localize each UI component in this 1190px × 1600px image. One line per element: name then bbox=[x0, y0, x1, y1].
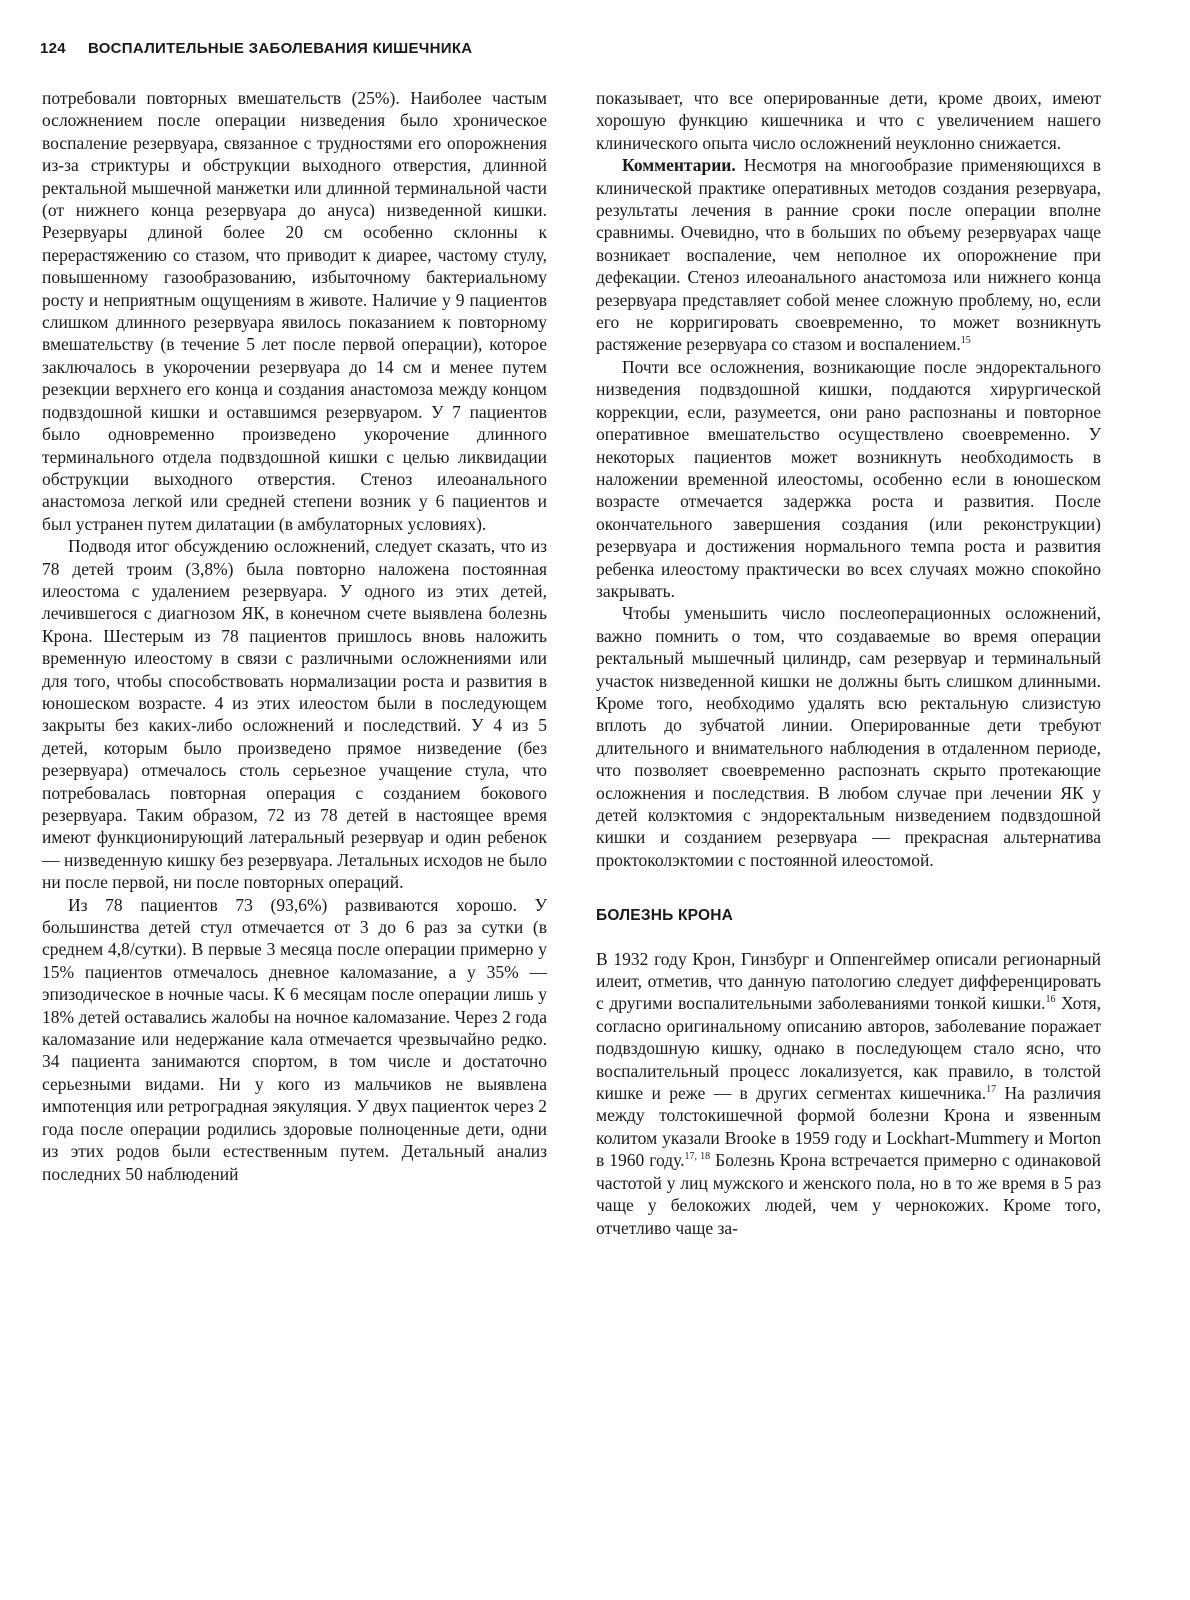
running-head bbox=[40, 40, 1150, 57]
paragraph: показывает, что все оперированные дети, кроме двоих, имеют хорошую функцию кишечника и что с увеличением нашего клинического опыта число осложнений неуклонно снижается. bbox=[596, 88, 1101, 153]
reference-marker: 17, 18 bbox=[684, 1151, 711, 1163]
right-column bbox=[596, 87, 1101, 1239]
paragraph-text: На различия между толстокишечной формой болезни Крона и язвенным колитом указали Brooke в 1959 году и Lockhart-Mummery и Morton в 1960 году. bbox=[596, 1083, 1101, 1171]
paragraph: Подводя итог обсуждению осложнений, следует сказать, что из 78 детей троим (3,8%) была повторно наложена постоянная илеостома с удалением резервуара. У одного из этих детей, лечившегося с диагнозом ЯК, в конечном счете выявлена болезнь Крона. Шестерым из 78 пациентов пришлось вновь наложить временную илеостому в связи с различными осложнениями или для того, чтобы способствовать нормализации роста и развития в юношеском возрасте. 4 из этих илеостом были в последующем закрыты без каких-либо осложнений и последствий. У 4 из 5 детей, которым было произведено прямое низведение (без резервуара) отмечалось столь серьезное учащение стула, что потребовалась повторная операция с созданием бокового резервуара. Таким образом, 72 из 78 детей в настоящее время имеют функционирующий латеральный резервуар и один ребенок — низведенную кишку без резервуара. Летальных исходов не было ни после первой, ни после повторных операций. bbox=[42, 536, 547, 893]
paragraph-text: В 1932 году Крон, Гинзбург и Оппенгеймер описали регионарный илеит, отметив, что данную патологию следует дифференцировать с другими воспалительными заболеваниями тонкой кишки. bbox=[596, 948, 1101, 1014]
paragraph: потребовали повторных вмешательств (25%). Наиболее частым осложнением после операции низведения было хроническое воспаление резервуара, связанное с трудностями его опорожнения из-за стриктуры и обструкции выходного отверстия, длинной ректальной мышечной манжетки или длинной терминальной части (от нижнего конца резервуара до ануса) низведенной кишки. Резервуары длиной более 20 см особенно склонны к перерастяжению со стазом, что приводит к диарее, частому стулу, повышенному газообразованию, избыточному бактериальному росту и неприятным ощущениям в животе. Наличие у 9 пациентов слишком длинного резервуара явилось показанием к повторному вмешательству (в течение 5 лет после первой операции), которое заключалось в укорочении резервуара до 14 см и менее путем резекции верхнего его конца и создания анастомоза между концом подвздошной кишки и оставшимся резервуаром. У 7 пациентов было одновременно произведено укорочение длинного терминального отдела подвздошной кишки с целью ликвидации обструкции выходного отверстия. Стеноз илеоанального анастомоза легкой или средней степени возник у 6 пациентов и был устранен путем дилатации (в амбулаторных условиях). bbox=[42, 88, 547, 534]
paragraph: Почти все осложнения, возникающие после эндоректального низведения подвздошной кишки, поддаются хирургической коррекции, если, разумеется, они рано распознаны и повторное оперативное вмешательство осуществлено своевременно. У некоторых пациентов может возникнуть необходимость в наложении временной илеостомы, особенно если в юношеском возрасте отмечается задержка роста и развития. После окончательного завершения создания (или реконструкции) резервуара и достижения нормального темпа роста и развития ребенка илеостому практически во всех случаях можно спокойно закрывать. bbox=[596, 356, 1101, 601]
paragraph-text: Болезнь Крона встречается примерно с одинаковой частотой у лиц мужского и женского пола, но в то же время в 5 раз чаще у белокожих людей, чем у чернокожих. Кроме того, отчетливо чаще за- bbox=[596, 1150, 1102, 1238]
paragraph: Из 78 пациентов 73 (93,6%) развиваются хорошо. У большинства детей стул отмечается от 3 до 6 раз за сутки (в среднем 4,8/сутки). В первые 3 месяца после операции примерно у 15% пациентов отмечалось дневное каломазание, а у 35% — эпизодическое в ночные часы. К 6 месяцам после операции лишь у 18% детей оставались жалобы на ночное каломазание. Через 2 года каломазание или недержание кала отмечается чрезвычайно редко. 34 пациента занимаются спортом, в том числе и достаточно серьезными видами. Ни у кого из мальчиков не выявлена импотенция или ретроградная эякуляция. У двух пациенток через 2 года после операции родились здоровые полноценные дети, одни из этих родов были естественным путем. Детальный анализ последних 50 наблюдений bbox=[42, 894, 547, 1184]
comments-label: Комментарии. bbox=[622, 155, 736, 176]
reference-marker: 17 bbox=[986, 1084, 997, 1096]
chapter-title: ВОСПАЛИТЕЛЬНЫЕ ЗАБОЛЕВАНИЯ КИШЕЧНИКА bbox=[87, 40, 473, 57]
page-number: 124 bbox=[40, 40, 66, 57]
reference-marker: 15 bbox=[960, 335, 971, 347]
paragraph-text: Несмотря на многообразие применяющихся в клинической практике оперативных методов создания резервуара, результаты лечения в ранние сроки после операции вполне сравнимы. Очевидно, что в больших по объему резервуарах чаще возникает воспаление, чем неполное их опорожнение при дефекации. Стеноз илеоанального анастомоза или нижнего конца резервуара представляет собой менее сложную проблему, но, если его не корригировать своевременно, то может возникнуть растяжение резервуара со стазом и воспалением. bbox=[596, 155, 1102, 355]
paragraph: Чтобы уменьшить число послеоперационных осложнений, важно помнить о том, что создаваемые во время операции ректальный мышечный цилиндр, сам резервуар и терминальный участок низведенной кишки не должны быть слишком длинными. Кроме того, необходимо удалять всю ректальную слизистую вплоть до зубчатой линии. Оперированные дети требуют длительного и внимательного наблюдения в отдаленном периоде, что позволяет своевременно распознать скрыто протекающие осложнения и последствия. В любом случае при лечении ЯК у детей колэктомия с эндоректальным низведением подвздошной кишки и созданием резервуара — прекрасная альтернатива проктоколэктомии с постоянной илеостомой. bbox=[596, 603, 1101, 870]
left-column bbox=[42, 87, 547, 1185]
paragraph bbox=[596, 948, 1101, 1239]
reference-marker: 16 bbox=[1045, 994, 1056, 1006]
section-heading: БОЛЕЗНЬ КРОНА bbox=[596, 907, 734, 925]
paragraph-comments bbox=[596, 154, 1101, 356]
paragraph-text: Хотя, согласно оригинальному описанию авторов, заболевание поражает подвздошную кишку, однако в последующем стало ясно, что воспалительный процесс локализуется, как правило, в толстой кишке и реже — в других сегментах кишечника. bbox=[596, 993, 1101, 1104]
